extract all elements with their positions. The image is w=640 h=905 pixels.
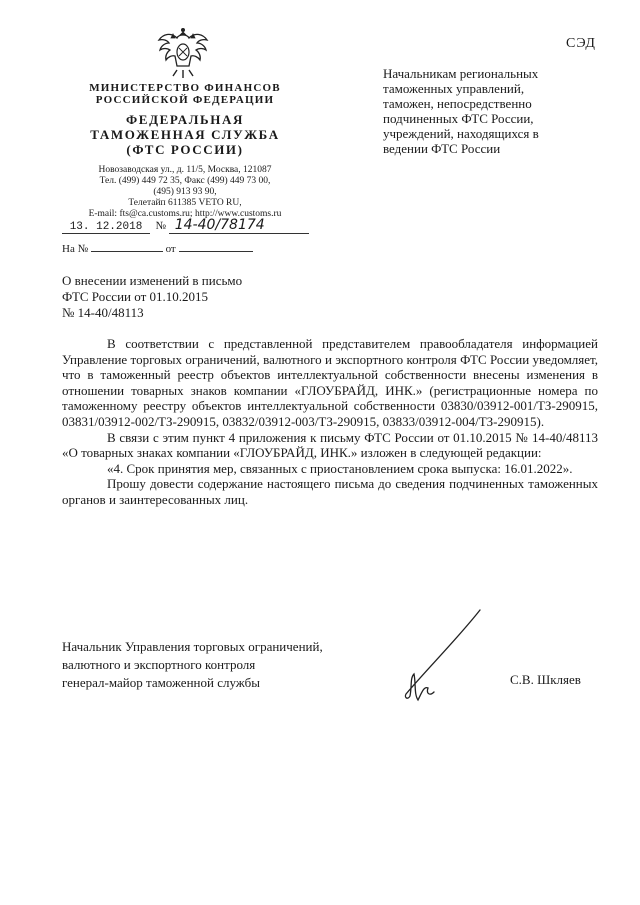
letterhead [60, 82, 310, 220]
ministry-name-line2: РОССИЙСКОЙ ФЕДЕРАЦИИ [95, 94, 275, 106]
body-paragraph: В связи с этим пункт 4 приложения к письму ФТС России от 01.10.2015 № 14-40/48113 «О товарных знаках компании «ГЛОУБРАЙД, ИНК.» изложен в следующей редакции: [62, 429, 598, 461]
body-paragraph: Прошу довести содержание настоящего письма до сведения подчиненных таможенных органов и заинтересованных лиц. [62, 476, 598, 507]
addressee-line: таможенных управлений, [383, 81, 525, 96]
email-line: E-mail: fts@ca.customs.ru; http://www.customs.ru [88, 209, 282, 219]
signer-title-line: Начальник Управления торговых ограничений, [62, 639, 323, 654]
reference-from-label: от [165, 243, 176, 255]
signer-title [62, 638, 323, 692]
service-name-line3: (ФТС РОССИИ) [126, 142, 244, 157]
subject-line: О внесении изменений в письмо [62, 273, 243, 288]
body-paragraph: «4. Срок принятия мер, связанных с приостановлением срока выпуска: 16.01.2022». [107, 460, 573, 476]
coat-of-arms-icon [157, 26, 209, 80]
service-name-line2: ТАМОЖЕННАЯ СЛУЖБА [90, 127, 280, 142]
reference-date-blank [179, 241, 253, 252]
phone-line: Тел. (499) 449 72 35, Факс (499) 449 73 00, [99, 176, 271, 186]
subject-line: № 14-40/48113 [62, 305, 144, 320]
ministry-name-line1: МИНИСТЕРСТВО ФИНАНСОВ [89, 82, 281, 94]
addressee-line: подчиненных ФТС России, [383, 111, 534, 126]
letter-number: 14-40/78174 [169, 217, 309, 234]
letter-body [62, 336, 598, 508]
contact-block [60, 165, 310, 220]
addressee-line: таможен, непосредственно [383, 96, 532, 111]
body-paragraph: В соответствии с представленной представителем правообладателя информацией Управление торговых ограничений, валютного и экспортного контроля ФТС России уведомляет, что в таможенный реестр объектов интеллектуальной собственности внесены изменения в отношении товарных знаков компании «ГЛОУБРАЙД, ИНК.» (регистрационные номера по таможенному реестру объектов интеллектуальной собственности 03830/03912-001/ТЗ-290915, 03831/03912-002/ТЗ-290915, 03832/03912-003/ТЗ-290915, 03833/03912-004/ТЗ-290915). [62, 336, 598, 429]
signer-name: С.В. Шкляев [510, 672, 581, 687]
handwritten-signature [398, 608, 488, 708]
addressee-block [383, 66, 583, 156]
addressee-line: учреждений, находящихся в [383, 126, 539, 141]
signer-title-line: валютного и экспортного контроля [62, 657, 256, 672]
address-line: Новозаводская ул., д. 11/5, Москва, 121087 [98, 165, 272, 175]
signer-title-line: генерал-майор таможенной службы [62, 675, 260, 690]
addressee-line: ведении ФТС России [383, 141, 501, 156]
letter-subject [62, 273, 242, 321]
registration-line [62, 217, 309, 234]
letter-date: 13. 12.2018 [62, 221, 150, 234]
reference-number-blank [91, 241, 163, 252]
service-name-line1: ФЕДЕРАЛЬНАЯ [126, 112, 244, 127]
teletype-line: Телетайп 611385 VETO RU, [128, 198, 242, 208]
number-sign: № [155, 220, 166, 232]
subject-line: ФТС России от 01.10.2015 [62, 289, 209, 304]
document-system-mark: СЭД [566, 36, 596, 51]
phone-line-2: (495) 913 93 90, [153, 187, 217, 197]
reference-line [62, 241, 253, 255]
reference-label: На № [62, 243, 89, 255]
addressee-line: Начальникам региональных [383, 66, 539, 81]
